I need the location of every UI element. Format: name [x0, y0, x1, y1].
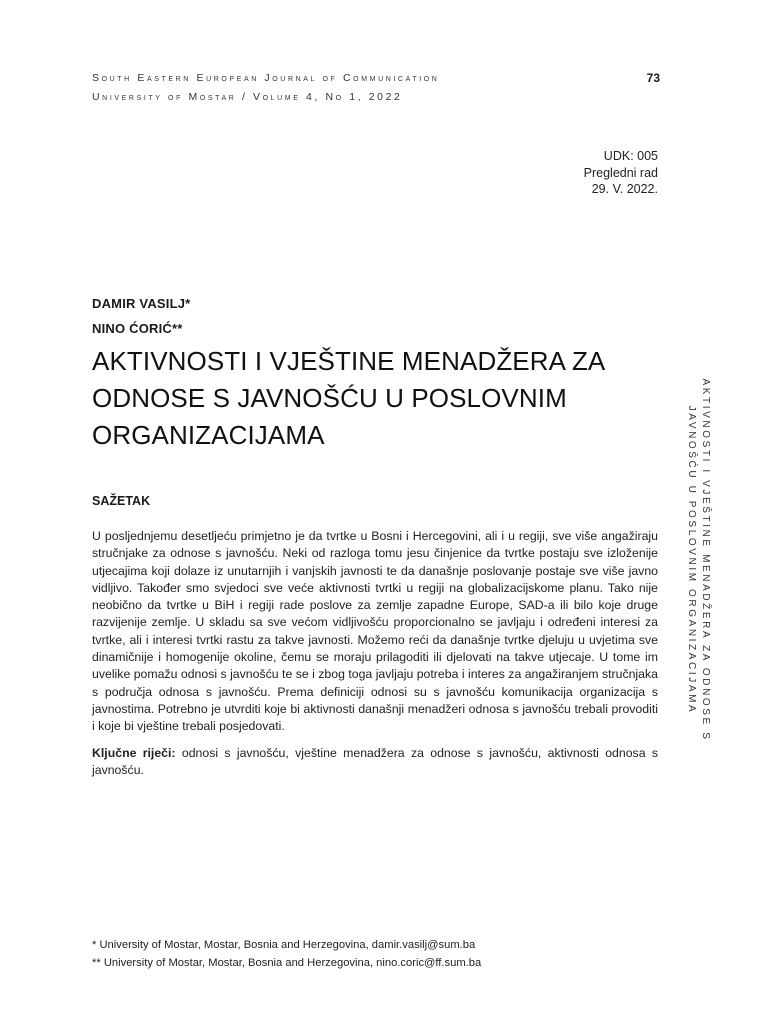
side-running-title: AKTIVNOSTI I VJEŠTINE MENADŽERA ZA ODNOSE S JAVNOŠĆU U POSLOVNIM ORGANIZACIJAMA — [686, 378, 711, 742]
journal-name: South Eastern European Journal of Communication — [92, 72, 440, 84]
journal-issue: University of Mostar / Volume 4, No 1, 2022 — [92, 91, 403, 103]
keywords — [92, 745, 658, 780]
article-date: 29. V. 2022. — [591, 182, 658, 196]
footnote-2: ** University of Mostar, Mostar, Bosnia and Herzegovina, nino.coric@ff.sum.ba — [92, 957, 482, 969]
page-number: 73 — [646, 71, 660, 85]
keywords-label: Ključne riječi: — [92, 746, 176, 760]
author-1: DAMIR VASILJ* — [92, 296, 191, 311]
udk-code: UDK: 005 — [603, 149, 658, 163]
keywords-text: odnosi s javnošću, vještine menadžera za odnose s javnošću, aktivnosti odnosa s javnošću. — [92, 746, 659, 778]
abstract-heading: SAŽETAK — [92, 494, 151, 508]
article-title: AKTIVNOSTI I VJEŠTINE MENADŽERA ZA ODNOSE S JAVNOŠĆU U POSLOVNIM ORGANIZACIJAMA — [92, 346, 604, 450]
abstract-text: U posljednjemu desetljeću primjetno je da tvrtke u Bosni i Hercegovini, ali i u regiji, sve više angažiraju stručnjake za odnose s javnošću. Neki od razloga tomu jesu činjenice da tvrtke postaju sve izloženije utjecajima koji dolaze iz unutarnjih i vanjskih javnosti te da današnje poslovanje postaje sve više javno vidljivo. Također smo svjedoci sve veće aktivnosti tvrtki u regiji na globalizacijskome planu. Tako nije neobično da tvrtke u BiH i regiji rade poslove za zemlje zapadne Europe, SAD-a ili bilo koje druge razvijenije zemlje. U skladu sa sve većom vidljivošću proporcionalno se javljaju i određeni interesi za tvrtke, ali i interesi tvrtki rastu za takve javnosti. Možemo reći da današnje tvrtke djeluju u uvjetima sve dinamičnije i homogenije okoline, čemu se moraju prilagoditi ili djelovati na takve utjecaje. U tome im uvelike pomažu odnosi s javnošću te se i zbog toga javljaju potreba i interes za angažiranjem stručnjaka s područja odnosa s javnošću. Prema definiciji odnosi su s javnošću komunikacija organizacija s javnostima. Potrebno je utvrditi koje bi aktivnosti današnji menadžeri odnosa s javnošću trebali provoditi i koje bi vještine trebali posjedovati. — [92, 529, 658, 734]
footnote-1: * University of Mostar, Mostar, Bosnia and Herzegovina, damir.vasilj@sum.ba — [92, 939, 476, 951]
article-type: Pregledni rad — [583, 166, 658, 180]
author-2: NINO ĆORIĆ** — [92, 321, 183, 336]
